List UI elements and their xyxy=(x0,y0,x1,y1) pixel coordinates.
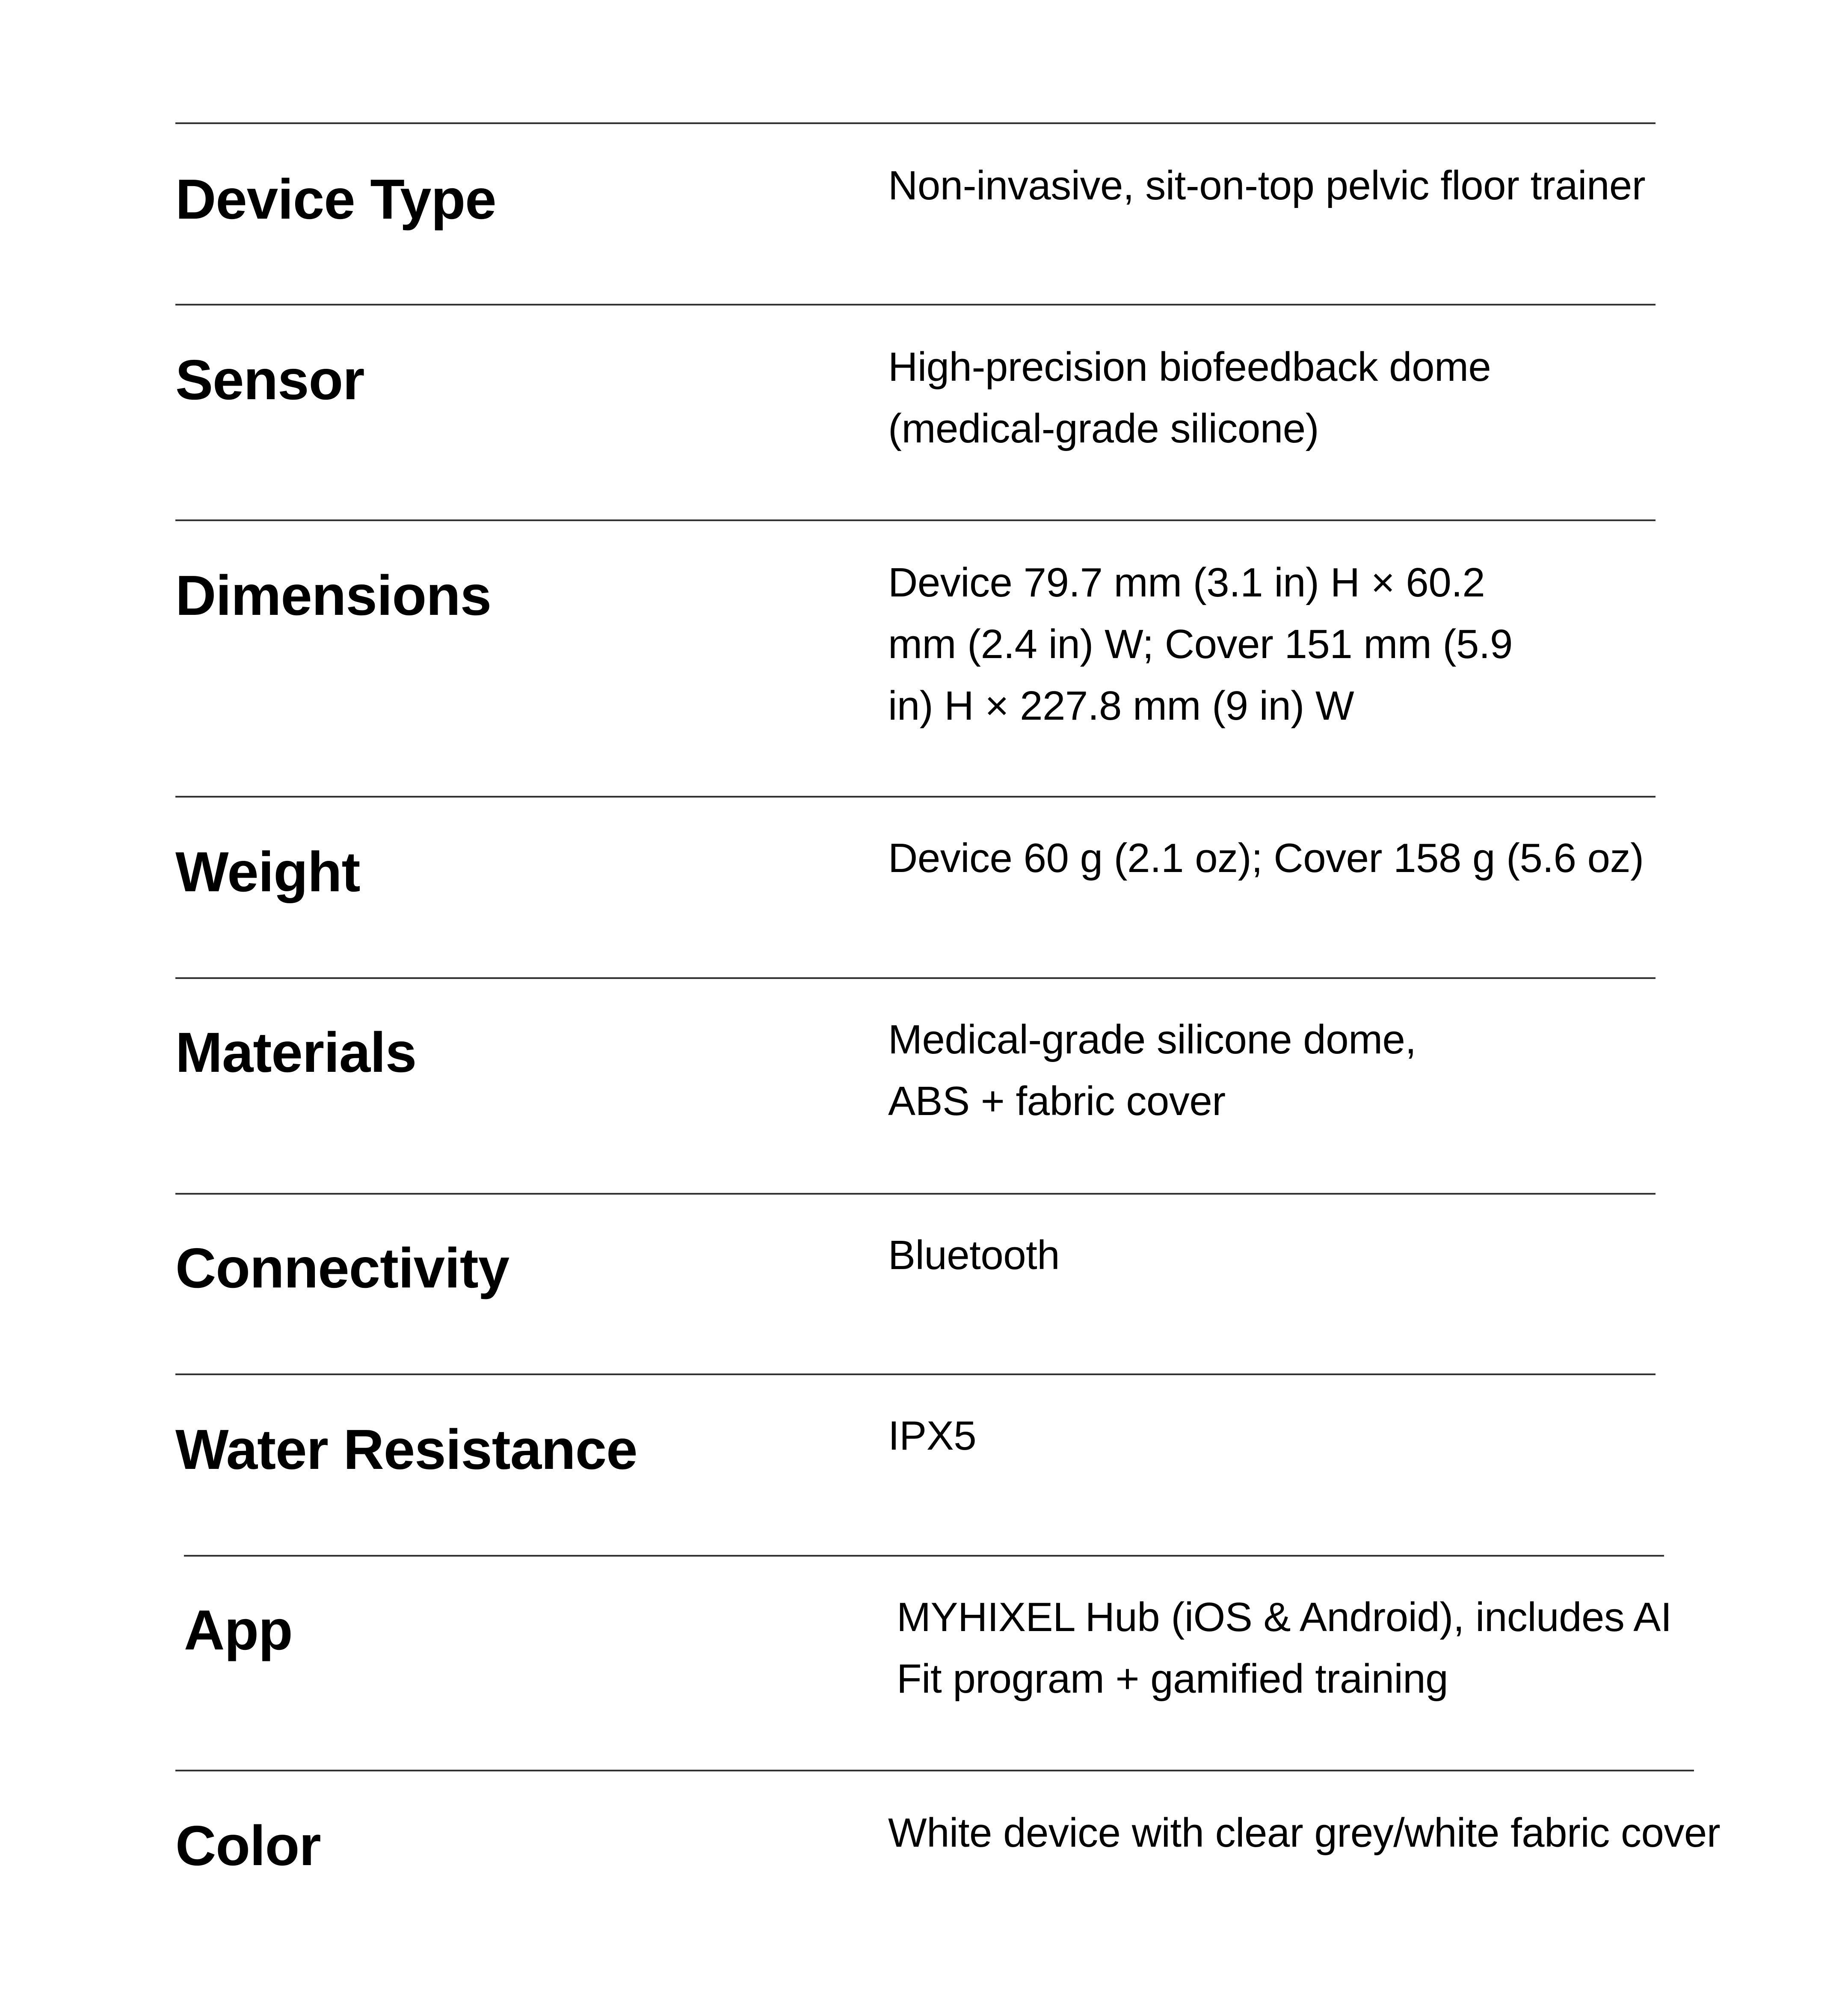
row-divider xyxy=(184,1555,1664,1557)
spec-value-app: MYHIXEL Hub (iOS & Android), includes AI Fit program + gamified training xyxy=(897,1594,1672,1702)
spec-value-dimensions: Device 79.7 mm (3.1 in) H × 60.2 mm (2.4 in) W; Cover 151 mm (5.9 in) H × 227.8 mm (9 in) W xyxy=(888,560,1513,729)
spec-label-app: App xyxy=(184,1599,293,1661)
spec-label-color: Color xyxy=(175,1814,321,1877)
row-divider xyxy=(175,977,1656,979)
spec-label-device-type: Device Type xyxy=(175,168,496,231)
spec-value-water-resistance: IPX5 xyxy=(888,1413,977,1459)
spec-value-device-type: Non-invasive, sit-on-top pelvic floor trainer xyxy=(888,163,1646,208)
spec-value-sensor: High-precision biofeedback dome (medical-grade silicone) xyxy=(888,344,1491,451)
spec-label-weight: Weight xyxy=(175,840,360,903)
spec-label-materials: Materials xyxy=(175,1021,417,1084)
row-divider xyxy=(175,304,1656,306)
spec-label-water-resistance: Water Resistance xyxy=(175,1418,637,1481)
spec-label-dimensions: Dimensions xyxy=(175,564,492,627)
row-divider xyxy=(175,1193,1656,1195)
spec-value-color: White device with clear grey/white fabric cover xyxy=(888,1810,1721,1856)
row-divider xyxy=(175,519,1656,521)
row-divider xyxy=(175,796,1656,798)
spec-value-weight: Device 60 g (2.1 oz); Cover 158 g (5.6 oz) xyxy=(888,835,1644,881)
row-divider xyxy=(175,1373,1656,1375)
spec-label-sensor: Sensor xyxy=(175,348,364,411)
spec-value-connectivity: Bluetooth xyxy=(888,1232,1060,1278)
row-divider xyxy=(175,122,1656,124)
spec-label-connectivity: Connectivity xyxy=(175,1237,509,1299)
row-divider xyxy=(175,1770,1694,1771)
spec-value-materials: Medical-grade silicone dome, ABS + fabric cover xyxy=(888,1017,1416,1124)
